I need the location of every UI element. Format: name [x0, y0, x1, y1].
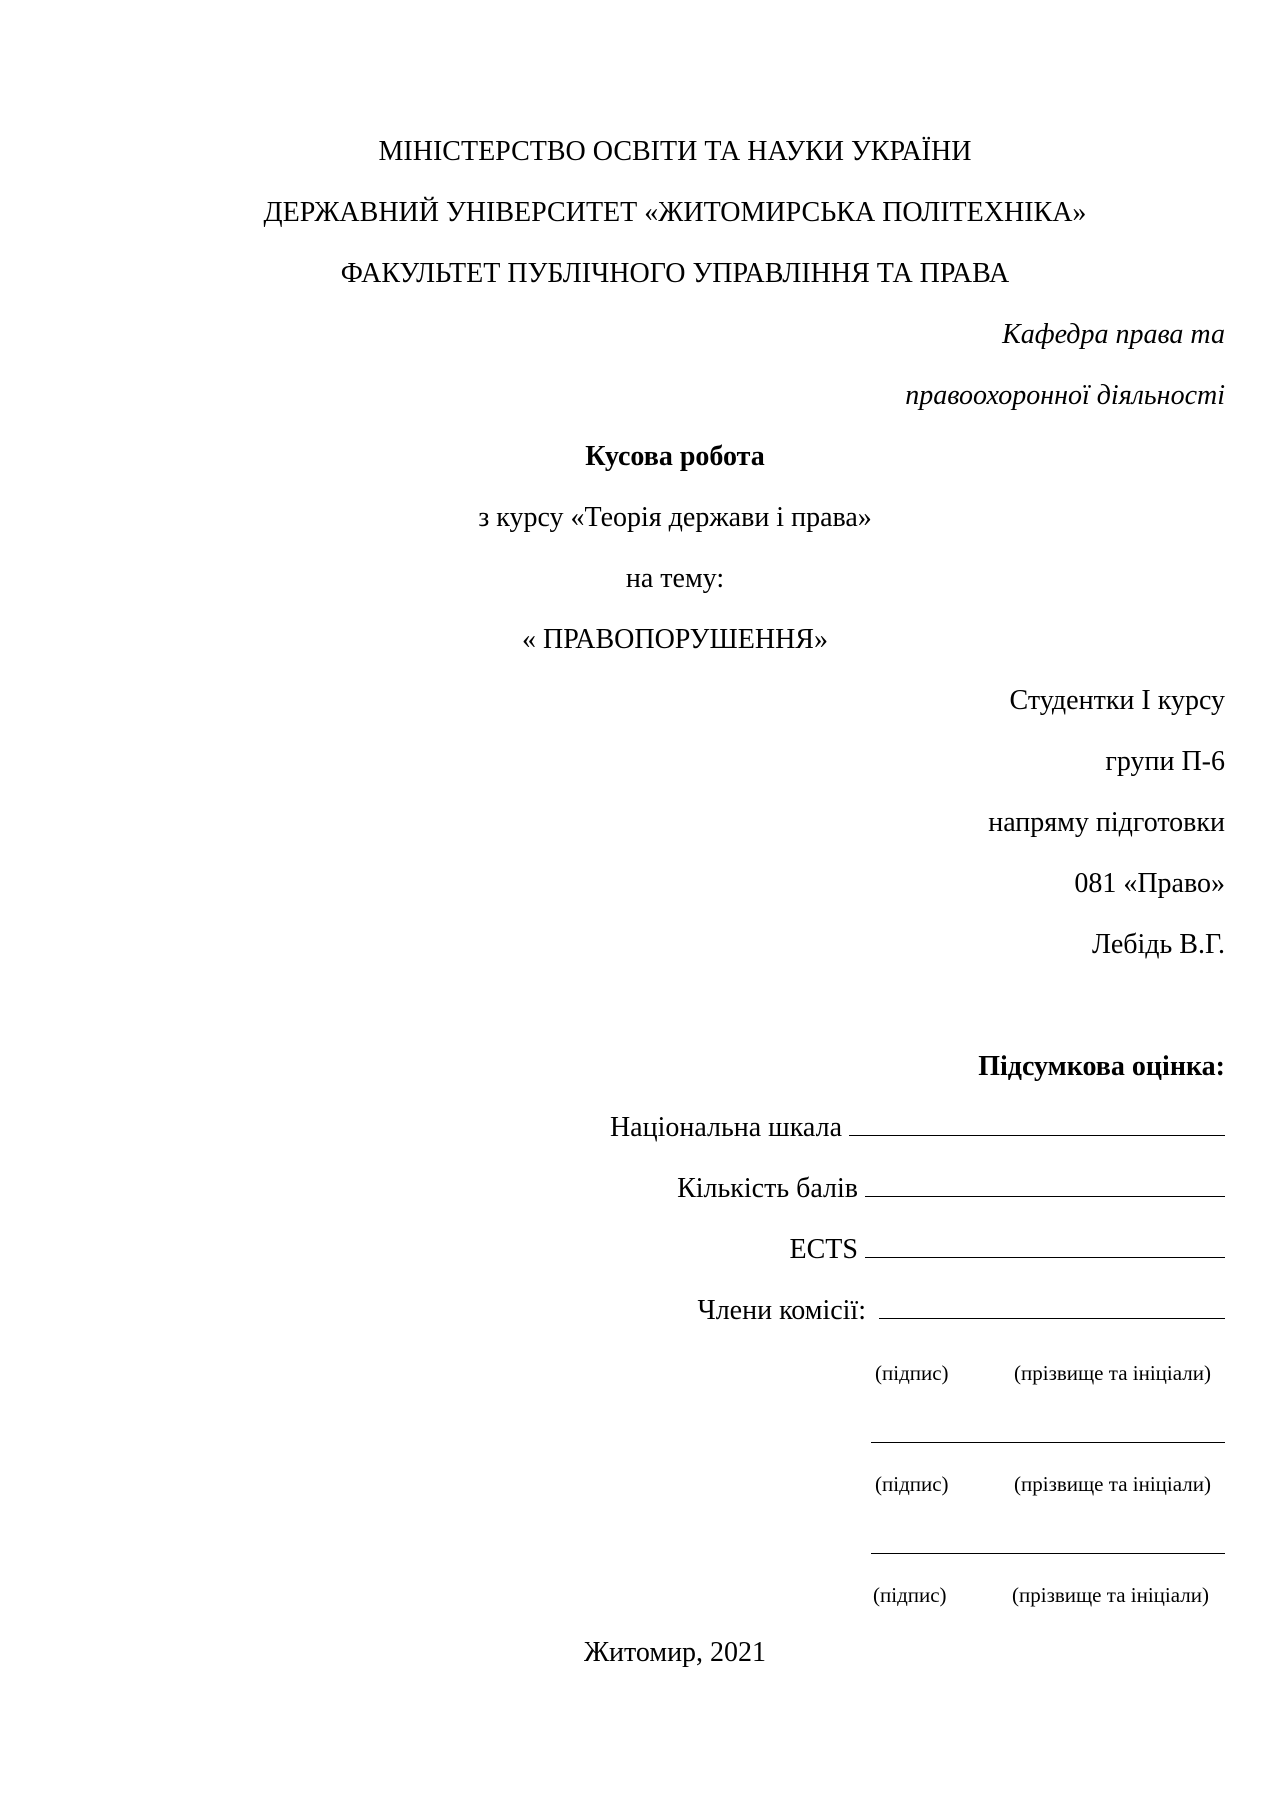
topic-label: на тему:	[625, 563, 725, 594]
ects-blank	[865, 1233, 1225, 1258]
department-line-1: Кафедра права та	[1002, 319, 1225, 350]
course-line: з курсу «Теорія держави і права»	[478, 502, 872, 533]
student-line-4: 081 «Право»	[1074, 868, 1225, 899]
ects-label: ECTS	[789, 1234, 858, 1265]
commission-blank-3	[871, 1529, 1225, 1554]
commission-blank-1	[879, 1294, 1225, 1319]
national-scale-blank	[849, 1111, 1225, 1136]
commission-blank-2	[871, 1418, 1225, 1443]
signature-caption-3: (підпис)	[873, 1583, 947, 1607]
commission-label: Члени комісії:	[697, 1295, 866, 1326]
points-label: Кількість балів	[677, 1173, 858, 1204]
commission-row	[698, 1294, 1225, 1328]
points-row	[677, 1172, 1225, 1206]
name-caption-3: (прізвище та ініціали)	[1012, 1583, 1209, 1607]
student-line-2: групи П-6	[1105, 746, 1225, 777]
signature-caption-1: (підпис)	[875, 1361, 949, 1385]
national-scale-label: Національна шкала	[609, 1112, 842, 1143]
city-year: Житомир, 2021	[583, 1637, 767, 1668]
student-line-1: Студентки І курсу	[1009, 685, 1225, 716]
topic-title: « ПРАВОПОРУШЕННЯ»	[522, 624, 828, 655]
national-scale-row	[610, 1111, 1225, 1145]
faculty-heading: ФАКУЛЬТЕТ ПУБЛІЧНОГО УПРАВЛІННЯ ТА ПРАВА	[340, 258, 1010, 289]
student-line-3: напряму підготовки	[988, 807, 1225, 838]
name-caption-1: (прізвище та ініціали)	[1014, 1361, 1211, 1385]
student-name: Лебідь В.Г.	[1092, 929, 1225, 960]
signature-caption-2: (підпис)	[875, 1472, 949, 1496]
work-type-title: Кусова робота	[585, 441, 765, 472]
final-grade-heading: Підсумкова оцінка:	[978, 1051, 1225, 1082]
department-line-2: правоохоронної діяльності	[905, 380, 1225, 411]
points-blank	[865, 1172, 1225, 1197]
ects-row	[790, 1233, 1225, 1267]
ministry-heading: МІНІСТЕРСТВО ОСВІТИ ТА НАУКИ УКРАЇНИ	[378, 136, 972, 167]
name-caption-2: (прізвище та ініціали)	[1014, 1472, 1211, 1496]
university-heading: ДЕРЖАВНИЙ УНІВЕРСИТЕТ «ЖИТОМИРСЬКА ПОЛІТЕХНІКА»	[263, 197, 1087, 228]
